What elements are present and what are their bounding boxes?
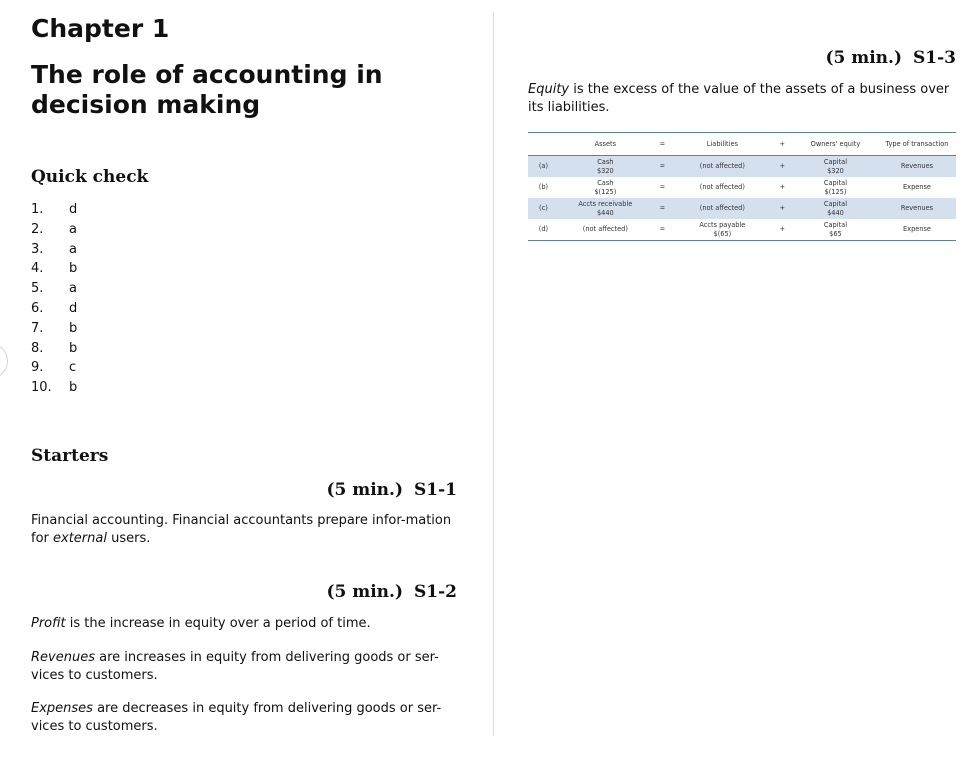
accounting-equation-table [528, 132, 956, 241]
list-item: 5. a [31, 281, 77, 297]
quick-check-heading: Quick check [31, 167, 149, 187]
column-divider [493, 12, 494, 736]
list-item: 1. d [31, 202, 78, 217]
chapter-label: Chapter 1 [31, 14, 170, 43]
list-item: 6. d [31, 300, 78, 316]
column-header-type: Type of transaction [878, 133, 956, 156]
column-header-assets: Assets [559, 133, 652, 156]
page-nav-handle[interactable] [0, 343, 8, 379]
list-item: 4. b [31, 261, 78, 277]
column-header-plus: + [772, 133, 793, 156]
exercise-heading-s1-3: (5 min.) S1-3 [825, 48, 956, 68]
list-item: 9. c [31, 360, 77, 376]
table-header-row [528, 133, 956, 156]
exercise-heading-s1-1: (5 min.) S1-1 [326, 480, 457, 500]
table-row: (b) Cash $(125) = (not affected) + Capital $(125) Expense [538, 178, 931, 196]
list-item: 3. a [31, 241, 77, 257]
list-item: 8. b [31, 340, 78, 356]
s1-1-text: Financial accounting. Financial accountants prepare infor-mation for external users. [31, 513, 452, 546]
s1-3-equity-text: Equity is the excess of the value of the assets of a business over its liabilities. [528, 82, 950, 115]
s1-2-expenses-text: Expenses are decreases in equity from delivering goods or ser-vices to customers. [31, 701, 442, 734]
quick-check-list [31, 200, 77, 398]
starters-heading: Starters [31, 446, 109, 466]
table-row: (a) Cash $320 = (not affected) + Capital $320 Revenues [528, 156, 956, 178]
column-header-equals: = [652, 133, 673, 156]
list-item: 2. a [31, 221, 77, 237]
exercise-heading-s1-2: (5 min.) S1-2 [326, 582, 457, 602]
s1-2-profit-text: Profit is the increase in equity over a period of time. [31, 616, 371, 631]
s1-2-revenues-text: Revenues are increases in equity from delivering goods or ser-vices to customers. [31, 650, 439, 683]
column-header-liabilities: Liabilities [673, 133, 772, 156]
chapter-title: The role of accounting in decision making [31, 60, 383, 119]
table-row: (c) Accts receivable $440 = (not affected) + Capital $440 Revenues [528, 198, 956, 219]
list-item: 7. b [31, 320, 78, 336]
table-row: (d) (not affected) = Accts payable $(65) + Capital $65 Expense [528, 219, 956, 241]
column-header-owners-equity: Owners' equity [793, 133, 878, 156]
list-item: 10. b [31, 380, 78, 396]
